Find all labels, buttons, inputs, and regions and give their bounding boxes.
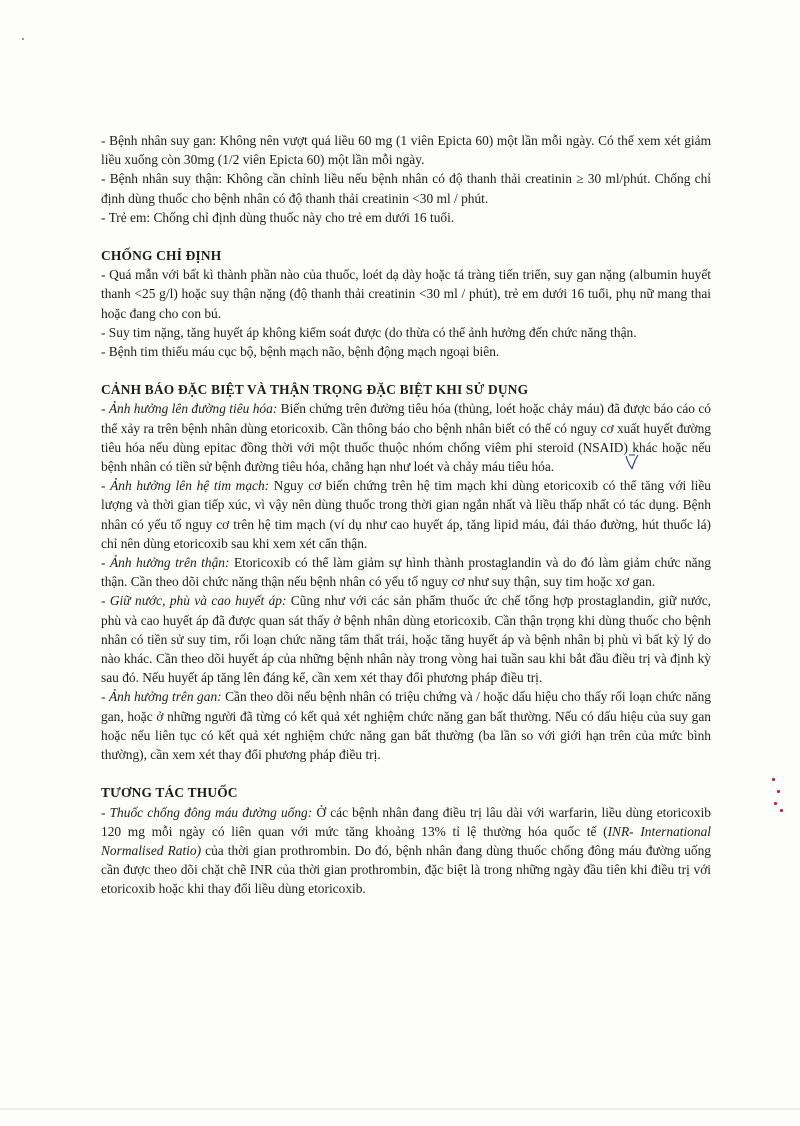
warning-text: Etoricoxib có thể làm giảm sự hình thành prostaglandin và do đó làm giảm chức năng thận. Cần theo dõi chức năng thận nếu bệnh nhân có yếu tố nguy cơ như suy thận, suy tim hoặc xơ gan. [101,555,711,590]
warning-text: Cần theo dõi nếu bệnh nhân có triệu chứng và / hoặc dấu hiệu cho thấy rối loạn chức năng gan, hoặc ở những người đã từng có kết quả xét nghiệm chức năng gan bất thường. Nếu có dấu hiệu của suy gan hoặc nếu liên tục có kết quả xét nghiệm chức năng gan bất thường (ba lần so với giới hạn trên của mức bình thường), cần xem xét thay đổi phương pháp điều trị. [101,689,711,763]
scan-edge [0,1108,800,1110]
dosage-children: - Trẻ em: Chống chỉ định dùng thuốc này cho trẻ em dưới 16 tuổi. [101,209,455,225]
warning-item-renal [101,553,711,591]
scan-speck [22,38,24,40]
warning-text: Nguy cơ biến chứng trên hệ tim mạch khi dùng etoricoxib có thể tăng với liều lượng và thời gian tiếp xúc, vì vậy nên dùng thuốc trong thời gian ngắn nhất và liều thấp nhất có tác dụng. Bệnh nhân có yếu tố nguy cơ trên hệ tim mạch (ví dụ như cao huyết áp, tăng lipid máu, đái tháo đường, hút thuốc lá) chỉ nên dùng etoricoxib sau khi xem xét cẩn thận. [101,478,711,551]
warning-item-cardio [101,476,711,553]
inr-definition: INR- International Normalised Ratio) [101,823,711,858]
contraindication-item: - Suy tim nặng, tăng huyết áp không kiểm soát được (do thừa có thể ảnh hưởng đến chức năng thận. [101,324,637,340]
contraindications-section [101,246,711,361]
interaction-anticoagulants [101,803,711,899]
warning-label: - Ảnh hưởng trên gan: [101,689,222,705]
warning-item-fluid [101,591,711,687]
warning-label: - Ảnh hưởng trên thận: [101,555,230,571]
warning-text: Biến chứng trên đường tiêu hóa (thủng, loét hoặc chảy máu) đã được báo cáo có thể xảy ra trên bệnh nhân dùng etoricoxib. Cần thông báo cho bệnh nhân biết có thể có nguy cơ xuất huyết đường tiêu hóa nếu dùng epitac đồng thời với một thuốc thuộc nhóm chống viêm phi steroid (NSAID) khác hoặc nếu bệnh nhân có tiền sử bệnh đường tiêu hóa, chẳng hạn như loét và chảy máu tiêu hóa. [101,401,711,475]
contraindication-item: - Quá mẫn với bất kì thành phần nào của thuốc, loét dạ dày hoặc tá tràng tiến triển, suy gan nặng (albumin huyết thanh <25 g/l) hoặc suy thận nặng (độ thanh thải creatinin <30 ml / phút), trẻ em dưới 16 tuổi, phụ nữ mang thai hoặc đang cho con bú. [101,267,711,321]
warning-label: - Ảnh hưởng lên đường tiêu hóa: [101,401,278,417]
contraindication-item: - Bệnh tim thiếu máu cục bộ, bệnh mạch não, bệnh động mạch ngoại biên. [101,344,500,360]
warning-item-gi [101,399,711,476]
warning-label: - Ảnh hưởng lên hệ tim mạch: [101,478,270,494]
interactions-heading: TƯƠNG TÁC THUỐC [101,785,238,801]
warnings-heading: CẢNH BÁO ĐẶC BIỆT VÀ THẬN TRỌNG ĐẶC BIỆT KHI SỬ DỤNG [101,382,529,398]
dosage-hepatic: - Bệnh nhân suy gan: Không nên vượt quá liều 60 mg (1 viên Epicta 60) một lần mỗi ngày. Có thể xem xét giảm liều xuống còn 30mg (1/2 viên Epicta 60) một lần mỗi ngày. [101,133,711,168]
dosage-renal: - Bệnh nhân suy thận: Không cần chỉnh liều nếu bệnh nhân có độ thanh thải creatinin ≥ 30 ml/phút. Chống chỉ định dùng thuốc cho bệnh nhân có độ thanh thải creatinin <30 ml / phút. [101,171,711,206]
interactions-section [101,783,711,898]
warning-label: - Giữ nước, phù và cao huyết áp: [101,593,287,609]
interaction-text-continued: của thời gian prothrombin. Do đó, bệnh nhân đang dùng thuốc chống đông máu đường uống cần được theo dõi chặt chẽ INR của thời gian prothrombin, đặc biệt là trong những ngày đầu tiên khi điều trị với etoricoxib hoặc khi thay đổi liều dùng etoricoxib. [101,842,711,897]
dosage-section [101,131,711,227]
warning-text: Cũng như với các sản phẩm thuốc ức chế tổng hợp prostaglandin, giữ nước, phù và cao huyết áp đã được quan sát thấy ở bệnh nhân dùng etoricoxib. Cần thận trọng khi dùng thuốc cho bệnh nhân có tiền sử suy tim, rối loạn chức năng tâm thất trái, hoặc tăng huyết áp và bệnh nhân bị phù vì bất kỳ lý do nào khác. Cần theo dõi huyết áp của những bệnh nhân này trong vòng hai tuần sau khi bắt đầu điều trị và định kỳ sau đó. Nếu huyết áp tăng lên đáng kể, cần xem xét thay đổi phương pháp điều trị. [101,593,711,686]
document-body [101,131,711,899]
interaction-text: Ở các bệnh nhân đang điều trị lâu dài với warfarin, liều dùng etoricoxib 120 mg mỗi ngày có liên quan với mức tăng khoảng 13% tỉ lệ thường hóa quốc tế ( [101,804,711,839]
handwritten-mark [624,453,640,471]
interaction-label: - Thuốc chống đông máu đường uống: [101,804,313,820]
scan-specks [768,776,788,816]
contraindications-heading: CHỐNG CHỈ ĐỊNH [101,248,222,264]
warnings-section [101,380,711,764]
warning-item-hepatic [101,687,711,764]
